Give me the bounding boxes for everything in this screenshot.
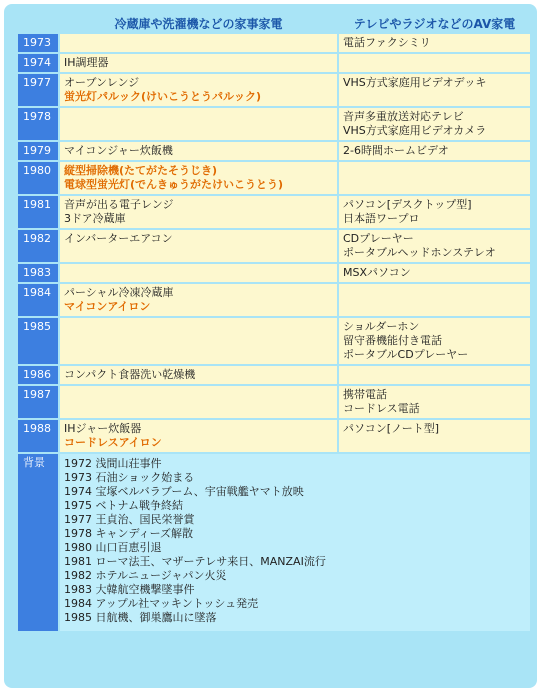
appliance-item: 縦型掃除機(たてがたそうじき) [64,164,218,177]
household-appliance-cell [60,264,337,282]
household-appliance-cell [60,34,337,52]
household-appliance-cell [60,108,337,140]
year-cell: 1981 [18,196,58,228]
year-row [18,196,530,228]
year-row [18,230,530,262]
year-row [18,162,530,194]
year-cell: 1979 [18,142,58,160]
av-appliance-cell [339,34,530,52]
household-appliance-cell [60,386,337,418]
appliance-item: 留守番機能付き電話 [343,334,442,347]
av-appliance-cell [339,284,530,316]
year-row [18,284,530,316]
av-appliance-cell [339,162,530,194]
appliance-item: コードレスアイロン [64,436,162,449]
year-cell: 1977 [18,74,58,106]
appliance-item: パソコン[ノート型] [343,422,440,435]
appliance-item: マイコンジャー炊飯機 [64,144,173,157]
year-cell: 1986 [18,366,58,384]
appliance-item: IHジャー炊飯器 [64,422,142,435]
background-event: 1982 ホテルニュージャパン火災 [64,569,227,582]
household-appliance-cell [60,162,337,194]
av-appliance-cell [339,386,530,418]
year-row [18,34,530,52]
av-appliance-cell [339,196,530,228]
year-cell: 1978 [18,108,58,140]
background-events-cell [60,454,530,631]
background-event: 1974 宝塚ベルバラブーム、宇宙戦艦ヤマト放映 [64,485,304,498]
appliance-item: 蛍光灯パルック(けいこうとうパルック) [64,90,262,103]
appliance-item: 音声が出る電子レンジ [64,198,174,211]
appliance-item: IH調理器 [64,56,109,69]
av-appliance-cell [339,108,530,140]
year-cell: 1987 [18,386,58,418]
household-appliances-header: 冷蔵庫や洗濯機などの家事家電 [114,16,283,31]
appliance-item: 携帯電話 [343,388,387,401]
background-event: 1972 浅間山荘事件 [64,457,162,470]
av-appliance-cell [339,142,530,160]
household-appliance-cell [60,196,337,228]
household-appliance-cell [60,230,337,262]
household-appliance-cell [60,74,337,106]
household-appliance-cell [60,284,337,316]
av-appliance-cell [339,264,530,282]
av-appliance-cell [339,74,530,106]
appliance-item: オーブンレンジ [64,76,140,89]
appliance-item: VHS方式家庭用ビデオデッキ [343,76,487,89]
appliance-item: VHS方式家庭用ビデオカメラ [343,124,487,137]
timeline-panel [4,4,537,688]
year-cell: 1988 [18,420,58,452]
year-cell: 1983 [18,264,58,282]
background-event: 1980 山口百恵引退 [64,541,162,554]
appliance-item: 2-6時間ホームビデオ [343,144,449,157]
year-row [18,142,530,160]
household-appliance-cell [60,54,337,72]
appliance-item: 電球型蛍光灯(でんきゅうがたけいこうとう) [64,178,284,191]
appliance-item: ショルダーホン [343,320,420,333]
household-appliance-cell [60,420,337,452]
av-appliances-header: テレビやラジオなどのAV家電 [353,16,516,31]
av-appliance-cell [339,54,530,72]
appliance-item: ポータブルヘッドホンステレオ [343,246,496,259]
appliance-item: パーシャル冷凍冷蔵庫 [64,286,174,299]
year-row [18,318,530,364]
av-appliance-cell [339,318,530,364]
year-cell: 1974 [18,54,58,72]
household-appliance-cell [60,142,337,160]
background-row [18,454,530,631]
background-event: 1981 ローマ法王、マザーテレサ来日、MANZAI流行 [64,555,326,568]
av-appliance-cell [339,366,530,384]
appliance-item: 日本語ワープロ [343,212,420,225]
year-cell: 1973 [18,34,58,52]
year-cell: 1982 [18,230,58,262]
appliance-item: 音声多重放送対応テレビ [343,110,464,123]
year-cell: 1985 [18,318,58,364]
background-event: 1985 日航機、御巣鷹山に墜落 [64,611,217,624]
background-label: 背景 [18,454,58,631]
household-appliance-cell [60,366,337,384]
appliance-item: パソコン[デスクトップ型] [343,198,472,211]
appliance-item: MSXパソコン [343,266,411,279]
year-row [18,54,530,72]
year-cell: 1984 [18,284,58,316]
appliance-item: CDプレーヤー [343,232,414,245]
background-event: 1973 石油ショック始まる [64,471,195,484]
background-event: 1977 王貞治、国民栄誉賞 [64,513,195,526]
year-row [18,386,530,418]
appliance-item: 電話ファクシミリ [343,36,431,49]
background-event: 1984 アップル社マッキントッシュ発売 [64,597,259,610]
background-event: 1975 ベトナム戦争終結 [64,499,183,512]
year-row [18,264,530,282]
appliance-item: コンパクト食器洗い乾燥機 [64,368,196,381]
header-row [18,14,530,32]
appliance-timeline-table [16,12,532,633]
appliance-item: 3ドア冷蔵庫 [64,212,126,225]
year-row [18,74,530,106]
year-header [18,14,58,32]
year-row [18,366,530,384]
household-appliance-cell [60,318,337,364]
year-cell: 1980 [18,162,58,194]
year-row [18,108,530,140]
av-appliance-cell [339,420,530,452]
appliance-item: インバーターエアコン [64,232,173,245]
av-appliance-cell [339,230,530,262]
appliance-item: ポータブルCDプレーヤー [343,348,469,361]
year-row [18,420,530,452]
appliance-item: コードレス電話 [343,402,420,415]
background-event: 1978 キャンディーズ解散 [64,527,194,540]
background-event: 1983 大韓航空機撃墜事件 [64,583,195,596]
appliance-item: マイコンアイロン [64,300,151,313]
